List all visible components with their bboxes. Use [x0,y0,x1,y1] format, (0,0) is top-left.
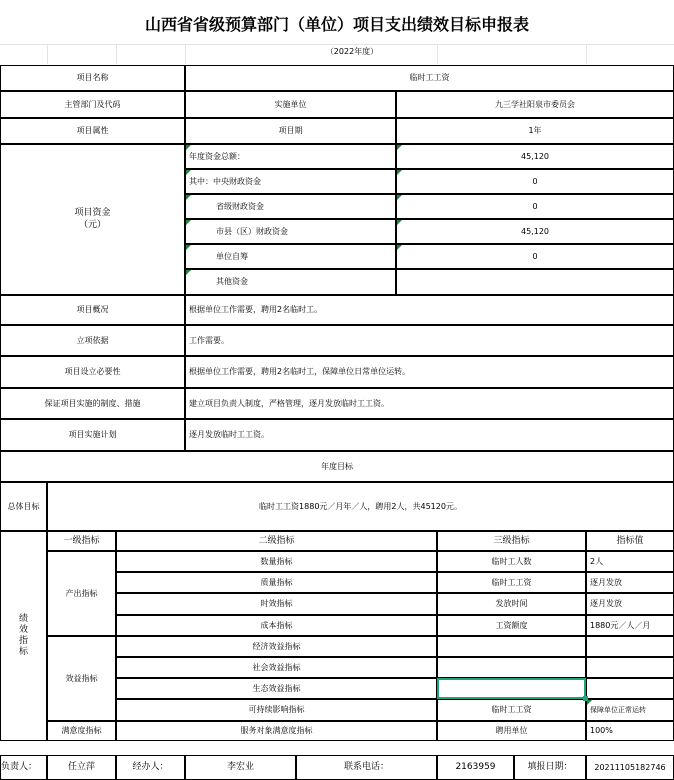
group-output: 产出指标 [47,551,116,636]
header-value: 指标值 [586,531,674,551]
indicator-l3[interactable] [437,636,586,657]
indicator-l2: 经济效益指标 [116,636,437,657]
perf-char: 标 [18,647,28,658]
footer-date-label: 填报日期： [514,755,586,780]
perf-char: 绩 [18,613,28,624]
indicator-value[interactable]: 逐月发放 [586,593,674,615]
indicator-l3[interactable]: 临时工工资 [437,572,586,593]
form-title: 山西省省级预算部门（单位）项目支出绩效目标申报表 [144,14,529,34]
form-year: （2022年度） [325,46,379,56]
group-benefit: 效益指标 [47,636,116,721]
annual-goal-header: 年度目标 [0,451,674,482]
label-plan: 项目实施计划 [0,419,185,451]
label-attr: 项目属性 [0,118,185,144]
funds-row-label: 年度资金总额： [185,144,396,169]
value-necessity[interactable]: 根据单位工作需要，聘用2名临时工，保障单位日常单位运转。 [185,356,674,388]
indicator-value[interactable] [586,678,674,699]
value-period[interactable]: 1年 [396,118,674,144]
indicator-value[interactable]: 1880元／人／月 [586,615,674,636]
value-total-goal[interactable]: 临时工工资1880元／月年／人，聘用2人，共45120元。 [47,482,674,531]
label-impl-unit: 实施单位 [185,91,396,118]
indicator-l2: 质量指标 [116,572,437,593]
indicator-l3[interactable]: 发放时间 [437,593,586,615]
indicator-l3[interactable]: 临时工工资 [437,699,586,721]
funds-row-value[interactable]: 45,120 [396,219,674,244]
group-satisfaction: 满意度指标 [47,721,116,741]
footer-handler-label: 经办人： [116,755,185,780]
fill-handle[interactable] [583,696,588,701]
funds-row-value[interactable]: 0 [396,169,674,194]
indicator-l2: 时效指标 [116,593,437,615]
indicator-value[interactable]: 逐月发放 [586,572,674,593]
funds-row-label: 市县（区）财政资金 [185,219,396,244]
cell-selection[interactable] [437,678,586,699]
indicator-value[interactable] [586,657,674,678]
funds-row-label: 省级财政资金 [185,194,396,219]
value-guarantee[interactable]: 建立项目负责人制度，严格管理，逐月发放临时工工资。 [185,388,674,419]
indicator-l2: 成本指标 [116,615,437,636]
label-funds [0,144,185,295]
header-lvl2: 二级指标 [116,531,437,551]
indicator-l2: 数量指标 [116,551,437,572]
label-basis: 立项依据 [0,325,185,356]
indicator-l2: 可持续影响指标 [116,699,437,721]
value-plan[interactable]: 逐月发放临时工工资。 [185,419,674,451]
indicator-l2: 服务对象满意度指标 [116,721,437,741]
header-lvl3: 三级指标 [437,531,586,551]
funds-row-label: 其他资金 [185,269,396,295]
footer-phone[interactable]: 2163959 [437,755,514,780]
funds-row-label: 其中：中央财政资金 [185,169,396,194]
label-project-name: 项目名称 [0,65,185,91]
footer-date[interactable]: 20211105182746 [586,755,674,780]
indicator-l3[interactable] [437,657,586,678]
indicator-l2: 社会效益指标 [116,657,437,678]
value-project-name[interactable]: 临时工工资 [185,65,674,91]
label-overview: 项目概况 [0,295,185,325]
indicator-l3[interactable]: 临时工人数 [437,551,586,572]
footer-phone-label: 联系电话： [296,755,437,780]
header-lvl1: 一级指标 [47,531,116,551]
funds-row-value[interactable]: 45,120 [396,144,674,169]
value-basis[interactable]: 工作需要。 [185,325,674,356]
indicator-value[interactable]: 100% [586,721,674,741]
perf-char: 指 [18,636,28,646]
funds-row-label: 单位自筹 [185,244,396,269]
funds-row-value[interactable]: 0 [396,244,674,269]
funds-label: 项目资金 [74,208,111,219]
funds-unit: （元） [78,219,106,230]
label-guarantee: 保证项目实施的制度、措施 [0,388,185,419]
indicator-l3[interactable]: 工资额度 [437,615,586,636]
indicator-l3[interactable]: 聘用单位 [437,721,586,741]
label-necessity: 项目设立必要性 [0,356,185,388]
label-performance [0,531,47,741]
label-period: 项目期 [185,118,396,144]
value-overview[interactable]: 根据单位工作需要，聘用2名临时工。 [185,295,674,325]
footer-handler[interactable]: 李宏业 [185,755,296,780]
footer-leader-label: 负责人： [0,755,47,780]
label-total-goal: 总体目标 [0,482,47,531]
value-impl-unit[interactable]: 九三学社阳泉市委员会 [396,91,674,118]
funds-row-value[interactable] [396,269,674,295]
footer-leader[interactable]: 任立萍 [47,755,116,780]
indicator-value[interactable] [586,636,674,657]
funds-row-value[interactable]: 0 [396,194,674,219]
perf-char: 效 [18,624,28,635]
label-dept: 主管部门及代码 [0,91,185,118]
indicator-value[interactable]: 保障单位正常运转 [586,699,674,721]
indicator-value[interactable]: 2人 [586,551,674,572]
indicator-l2: 生态效益指标 [116,678,437,699]
